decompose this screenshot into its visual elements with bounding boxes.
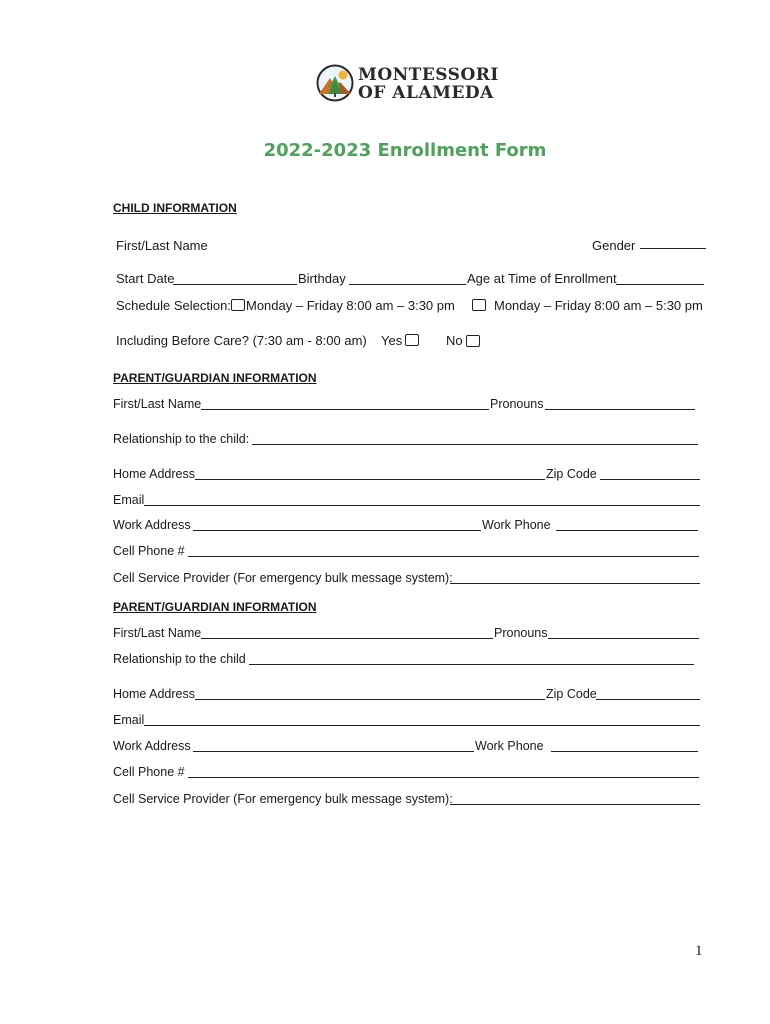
parent1-work-label: Work Address — [113, 518, 191, 532]
parent1-email-label: Email — [113, 493, 145, 507]
logo-text-line1: MONTESSORI — [358, 65, 499, 85]
parent2-email-label: Email — [113, 713, 145, 727]
parent2-pronouns-field[interactable] — [548, 638, 699, 639]
page-number: 1 — [695, 943, 703, 959]
logo-emblem-icon — [316, 64, 354, 102]
before-care-yes-checkbox[interactable] — [405, 334, 419, 346]
parent1-cell-field[interactable] — [188, 556, 699, 557]
form-title: 2022-2023 Enrollment Form — [263, 140, 547, 161]
parent1-relationship-field[interactable] — [252, 444, 698, 445]
parent2-cell-field[interactable] — [188, 777, 699, 778]
gender-label: Gender — [592, 238, 636, 253]
age-field[interactable] — [616, 284, 704, 285]
parent1-work-field[interactable] — [193, 530, 481, 531]
parent2-pronouns-label: Pronouns — [494, 626, 548, 640]
parent1-zip-field[interactable] — [600, 479, 700, 480]
parent1-pronouns-label: Pronouns — [490, 397, 544, 411]
birthday-field[interactable] — [349, 284, 466, 285]
schedule-label: Schedule Selection: — [116, 298, 231, 313]
parent2-header: PARENT/GUARDIAN INFORMATION — [113, 600, 317, 614]
schedule-option-2-label: Monday – Friday 8:00 am – 5:30 pm — [494, 298, 703, 313]
parent2-relationship-field[interactable] — [249, 664, 694, 665]
schedule-option-1-checkbox[interactable] — [231, 299, 245, 311]
before-care-yes-label: Yes — [381, 333, 403, 348]
schedule-option-2-checkbox[interactable] — [472, 299, 486, 311]
parent2-zip-label: Zip Code — [546, 687, 597, 701]
birthday-label: Birthday — [298, 271, 346, 286]
parent1-home-field[interactable] — [195, 479, 545, 480]
parent1-name-field[interactable] — [201, 409, 489, 410]
parent2-provider-field[interactable] — [450, 804, 700, 805]
parent2-email-field[interactable] — [144, 725, 700, 726]
parent2-home-label: Home Address — [113, 687, 195, 701]
parent1-zip-label: Zip Code — [546, 467, 597, 481]
school-logo — [316, 64, 354, 107]
start-date-label: Start Date — [116, 271, 175, 286]
parent1-header: PARENT/GUARDIAN INFORMATION — [113, 371, 317, 385]
parent1-provider-field[interactable] — [450, 583, 700, 584]
start-date-field[interactable] — [173, 284, 297, 285]
parent2-relationship-label: Relationship to the child — [113, 652, 246, 666]
parent1-name-label: First/Last Name — [113, 397, 202, 411]
parent1-relationship-label: Relationship to the child: — [113, 432, 250, 446]
parent1-cell-label: Cell Phone # — [113, 544, 185, 558]
parent2-work-label: Work Address — [113, 739, 191, 753]
logo-text-line2: OF ALAMEDA — [358, 83, 494, 103]
age-label: Age at Time of Enrollment — [467, 271, 617, 286]
gender-field[interactable] — [640, 248, 706, 249]
before-care-no-label: No — [446, 333, 463, 348]
parent1-provider-label: Cell Service Provider (For emergency bulk message system): — [113, 571, 453, 585]
parent1-work-phone-label: Work Phone — [482, 518, 551, 532]
child-info-header: CHILD INFORMATION — [113, 201, 237, 215]
parent2-name-label: First/Last Name — [113, 626, 202, 640]
parent1-work-phone-field[interactable] — [556, 530, 698, 531]
parent2-work-field[interactable] — [193, 751, 474, 752]
child-name-label: First/Last Name — [116, 238, 208, 253]
parent2-provider-label: Cell Service Provider (For emergency bulk message system): — [113, 792, 453, 806]
parent1-pronouns-field[interactable] — [545, 409, 695, 410]
parent1-home-label: Home Address — [113, 467, 195, 481]
before-care-label: Including Before Care? (7:30 am - 8:00 am) — [116, 333, 367, 348]
parent2-home-field[interactable] — [195, 699, 545, 700]
parent2-name-field[interactable] — [201, 638, 493, 639]
parent2-cell-label: Cell Phone # — [113, 765, 185, 779]
parent1-email-field[interactable] — [144, 505, 700, 506]
before-care-no-checkbox[interactable] — [466, 335, 480, 347]
schedule-option-1-label: Monday – Friday 8:00 am – 3:30 pm — [246, 298, 455, 313]
parent2-work-phone-label: Work Phone — [475, 739, 544, 753]
parent2-zip-field[interactable] — [596, 699, 700, 700]
parent2-work-phone-field[interactable] — [551, 751, 698, 752]
